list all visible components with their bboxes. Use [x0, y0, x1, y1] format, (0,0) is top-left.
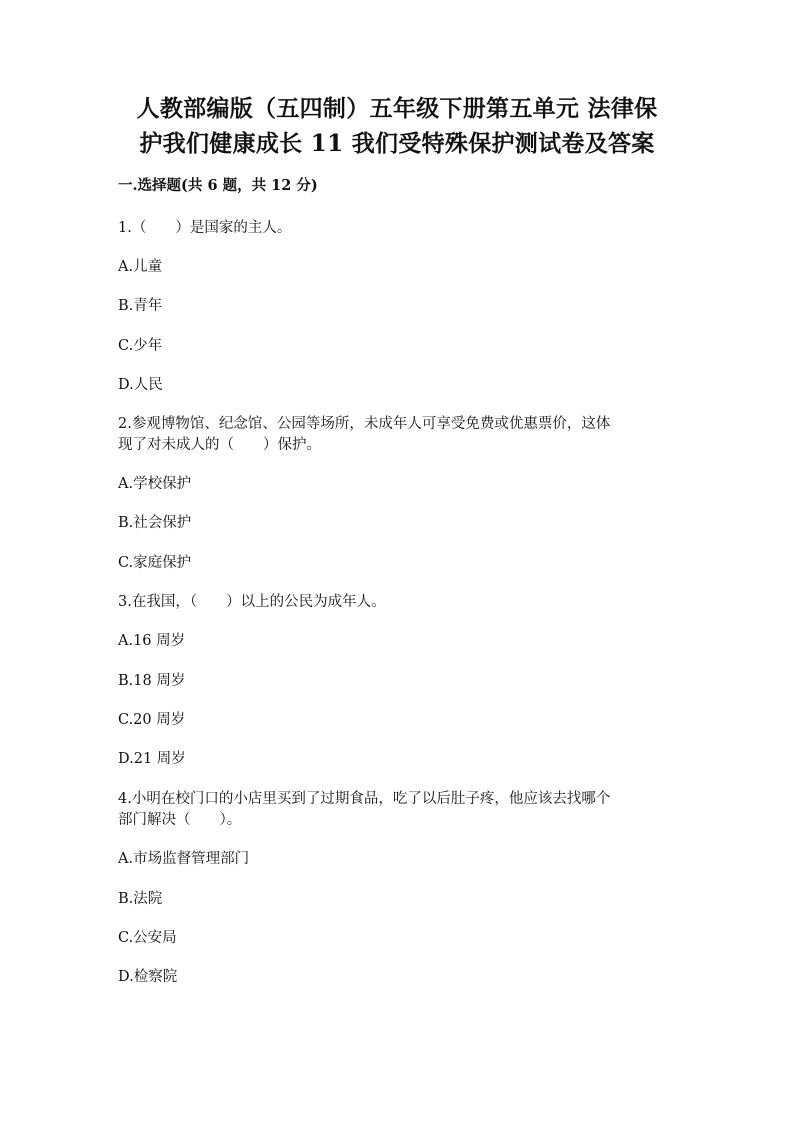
- question-2-option-a: A.学校保护: [118, 476, 192, 492]
- question-3-stem: 3.在我国，（ ）以上的公民为成年人。: [118, 594, 386, 610]
- question-3-option-c: C.20 周岁: [118, 712, 186, 728]
- question-4-stem-line-1: 4.小明在校门口的小店里买到了过期食品，吃了以后肚子疼，他应该去找哪个: [118, 791, 611, 807]
- question-2-option-c: C.家庭保护: [118, 555, 192, 571]
- question-3-option-d: D.21 周岁: [118, 751, 186, 767]
- question-1-option-a: A.儿童: [118, 259, 163, 275]
- question-1-stem: 1.（ ）是国家的主人。: [118, 220, 292, 236]
- section-heading: 一.选择题(共 6 题，共 12 分): [118, 177, 318, 194]
- question-4-option-c: C.公安局: [118, 930, 177, 946]
- question-3-option-a: A.16 周岁: [118, 633, 186, 649]
- question-2-stem-line-2: 现了对未成人的（ ）保护。: [118, 437, 321, 453]
- question-3-option-b: B.18 周岁: [118, 673, 186, 689]
- question-4-option-b: B.法院: [118, 891, 163, 907]
- question-1-option-c: C.少年: [118, 338, 163, 354]
- question-2-option-b: B.社会保护: [118, 515, 192, 531]
- question-1-option-b: B.青年: [118, 298, 163, 314]
- question-1-option-d: D.人民: [118, 377, 163, 393]
- question-4-option-d: D.检察院: [118, 969, 178, 985]
- document-title-line-1: 人教部编版（五四制）五年级下册第五单元 法律保: [136, 95, 658, 122]
- document-title-line-2: 护我们健康成长 11 我们受特殊保护测试卷及答案: [139, 130, 655, 157]
- question-4-option-a: A.市场监督管理部门: [118, 851, 250, 867]
- question-4-stem-line-2: 部门解决（ ）。: [118, 812, 242, 828]
- question-2-stem-line-1: 2.参观博物馆、纪念馆、公园等场所，未成年人可享受免费或优惠票价，这体: [118, 416, 611, 432]
